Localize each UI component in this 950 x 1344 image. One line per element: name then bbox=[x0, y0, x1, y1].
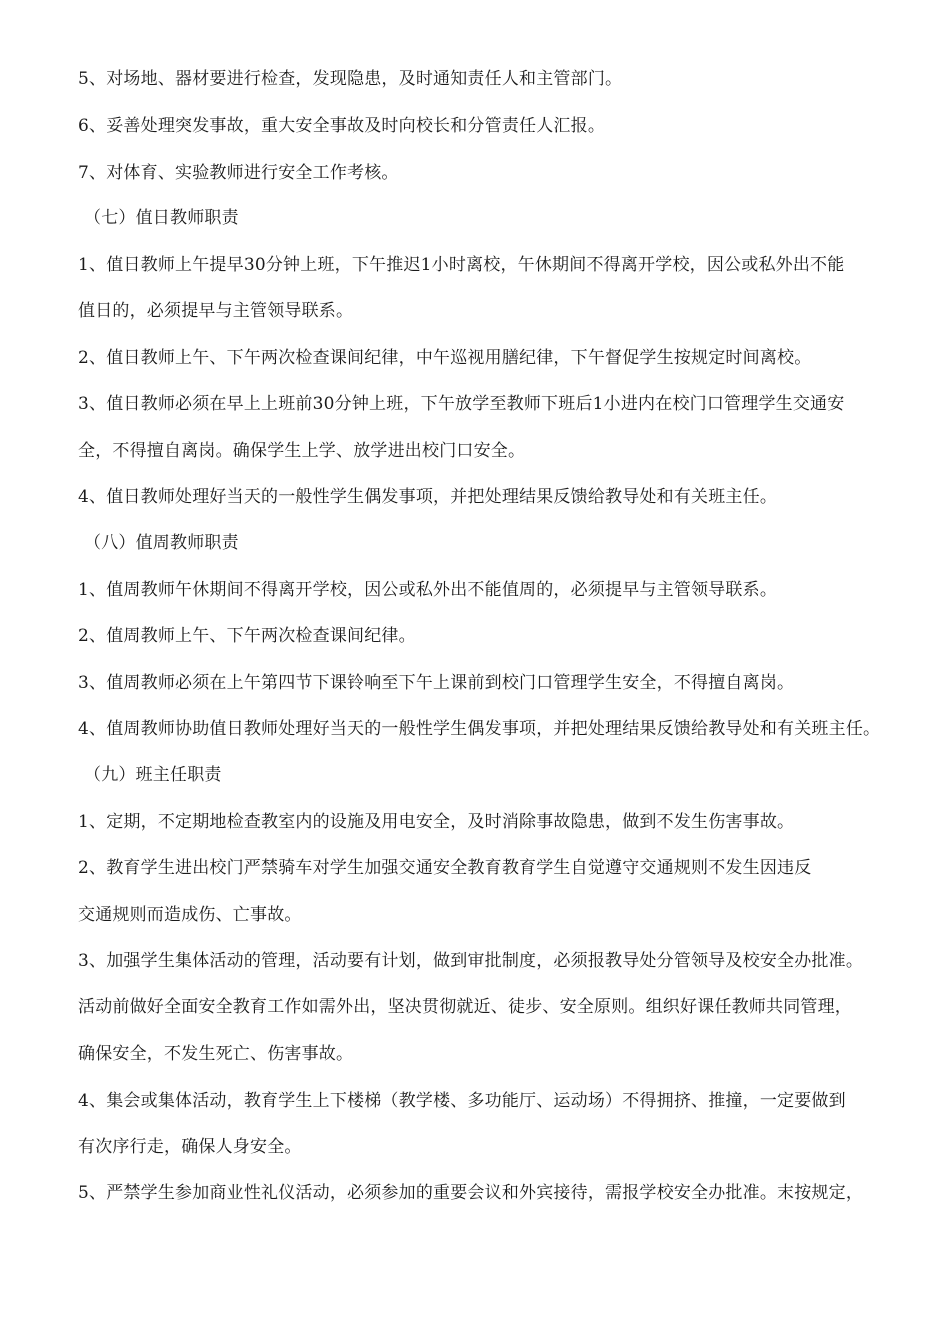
paragraph-line: 5、严禁学生参加商业性礼仪活动，必须参加的重要会议和外宾接待，需报学校安全办批准。末按规定， bbox=[78, 1183, 864, 1203]
section-heading: （八）值周教师职责 bbox=[84, 533, 239, 553]
paragraph-line: 交通规则而造成伤、亡事故。 bbox=[78, 905, 302, 925]
paragraph-line: 确保安全，不发生死亡、伤害事故。 bbox=[78, 1044, 354, 1064]
section-heading: （七）值日教师职责 bbox=[84, 208, 239, 228]
paragraph-line: 7、对体育、实验教师进行安全工作考核。 bbox=[78, 163, 399, 183]
paragraph-line: 2、值周教师上午、下午两次检查课间纪律。 bbox=[78, 626, 416, 646]
paragraph-line: 5、对场地、器材要进行检查，发现隐患，及时通知责任人和主管部门。 bbox=[78, 69, 623, 89]
paragraph-line: 3、值日教师必须在早上上班前30分钟上班，下午放学至教师下班后1小进内在校门口管理学生交通安 bbox=[78, 394, 845, 414]
paragraph-line: 1、值周教师午休期间不得离开学校，因公或私外出不能值周的，必须提早与主管领导联系。 bbox=[78, 580, 778, 600]
paragraph-line: 6、妥善处理突发事故，重大安全事故及时向校长和分管责任人汇报。 bbox=[78, 116, 606, 136]
paragraph-line: 3、加强学生集体活动的管理，活动要有计划，做到审批制度，必须报教导处分管领导及校安全办批准。 bbox=[78, 951, 864, 971]
paragraph-line: 1、定期，不定期地检查教室内的设施及用电安全，及时消除事故隐患，做到不发生伤害事故。 bbox=[78, 812, 795, 832]
paragraph-line: 活动前做好全面安全教育工作如需外出，坚决贯彻就近、徒步、安全原则。组织好课任教师共同管理， bbox=[78, 997, 852, 1017]
paragraph-line: 2、教育学生进出校门严禁骑车对学生加强交通安全教育教育学生自觉遵守交通规则不发生因违反 bbox=[78, 858, 812, 878]
paragraph-line: 3、值周教师必须在上午第四节下课铃响至下午上课前到校门口管理学生安全，不得擅自离岗。 bbox=[78, 673, 795, 693]
paragraph-line: 全，不得擅自离岗。确保学生上学、放学进出校门口安全。 bbox=[78, 441, 526, 461]
paragraph-line: 4、集会或集体活动，教育学生上下楼梯（教学楼、多功能厅、运动场）不得拥挤、推撞，一定要做到 bbox=[78, 1091, 846, 1111]
paragraph-line: 1、值日教师上午提早30分钟上班，下午推迟1小时离校，午休期间不得离开学校，因公或私外出不能 bbox=[78, 255, 845, 275]
paragraph-line: 值日的，必须提早与主管领导联系。 bbox=[78, 301, 354, 321]
paragraph-line: 2、值日教师上午、下午两次检查课间纪律，中午巡视用膳纪律，下午督促学生按规定时间离校。 bbox=[78, 348, 812, 368]
section-heading: （九）班主任职责 bbox=[84, 765, 222, 785]
paragraph-line: 4、值日教师处理好当天的一般性学生偶发事项，并把处理结果反馈给教导处和有关班主任。 bbox=[78, 487, 778, 507]
paragraph-line: 4、值周教师协助值日教师处理好当天的一般性学生偶发事项，并把处理结果反馈给教导处和有关班主任。 bbox=[78, 719, 881, 739]
paragraph-line: 有次序行走，确保人身安全。 bbox=[78, 1137, 302, 1157]
